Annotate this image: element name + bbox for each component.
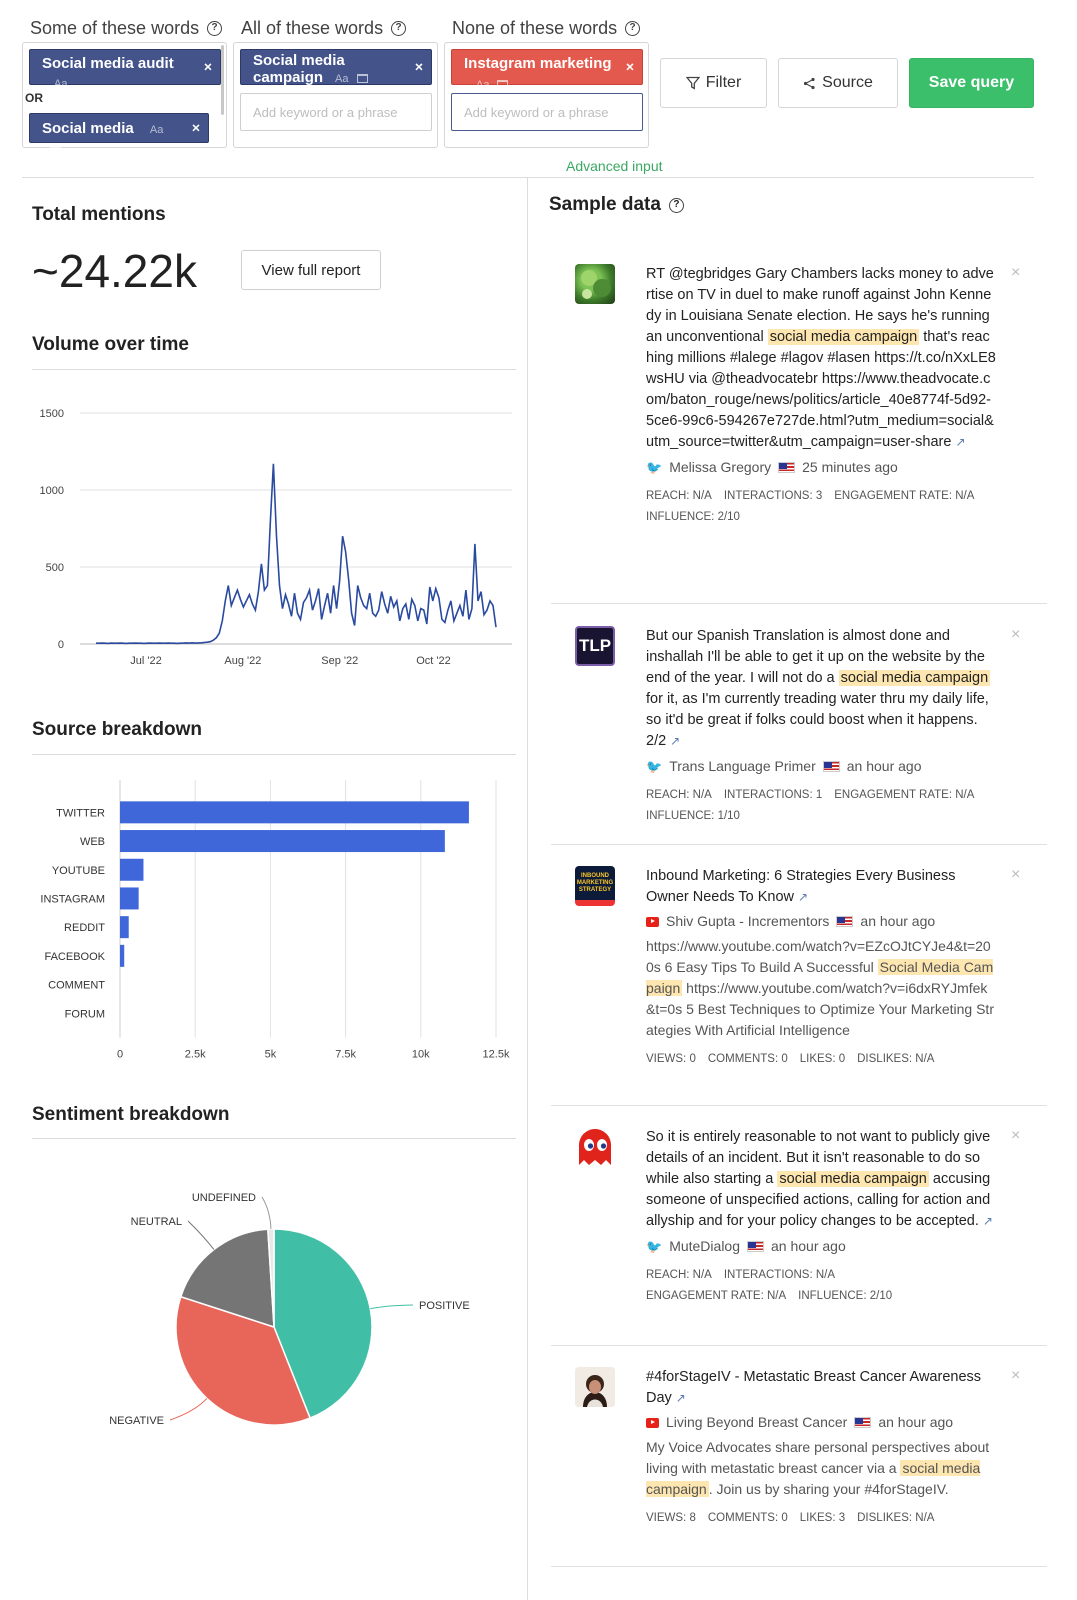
video-description xyxy=(646,1437,996,1500)
calendar-icon[interactable] xyxy=(50,101,61,110)
leader-line xyxy=(188,1221,214,1250)
post-time: 25 minutes ago xyxy=(802,459,898,475)
all-words-box[interactable] xyxy=(233,42,438,148)
share-icon xyxy=(803,77,816,90)
close-icon[interactable]: × xyxy=(1011,626,1021,643)
stat: INFLUENCE: 2/10 xyxy=(798,1290,893,1302)
x-tick-label: 5k xyxy=(264,1048,277,1060)
some-words-label: Some of these words xyxy=(30,17,200,38)
filter-label: Filter xyxy=(705,74,742,91)
external-link-icon[interactable]: ↗ xyxy=(670,734,681,748)
us-flag-icon xyxy=(836,916,853,927)
stat: INTERACTIONS: 3 xyxy=(723,490,823,502)
stat: ENGAGEMENT RATE: N/A xyxy=(834,789,975,801)
case-sensitive-icon[interactable]: Aa xyxy=(54,78,68,90)
x-tick-label: 2.5k xyxy=(184,1048,206,1060)
help-icon[interactable]: ? xyxy=(207,21,222,36)
post-text: But our Spanish Translation is almost done and inshallah I'll be able to get it up on the website by the end of the year. I will not do a xyxy=(646,628,985,686)
stat: REACH: N/A xyxy=(646,1269,712,1281)
header-divider xyxy=(22,177,1034,178)
x-tick-label: 12.5k xyxy=(482,1048,510,1060)
category-label: TWITTER xyxy=(56,807,105,820)
remove-chip-icon[interactable]: × xyxy=(414,58,423,75)
sentiment-title: Sentiment breakdown xyxy=(32,1104,230,1125)
calendar-icon[interactable] xyxy=(50,146,61,155)
none-words-box[interactable] xyxy=(444,42,649,148)
us-flag-icon xyxy=(823,761,840,772)
section-divider xyxy=(32,1138,516,1139)
post-stats xyxy=(646,785,996,827)
author-name[interactable]: Shiv Gupta - Incrementors xyxy=(666,913,830,929)
case-sensitive-icon[interactable]: Aa xyxy=(335,73,349,85)
chip-label: Social media audit xyxy=(42,55,174,72)
source-title: Source breakdown xyxy=(32,719,202,740)
or-label: OR xyxy=(25,91,43,105)
chip-label: Social media xyxy=(42,120,134,137)
post-stats xyxy=(646,1265,996,1307)
source-bar xyxy=(120,887,139,909)
none-words-input[interactable]: Add keyword or a phrase xyxy=(451,93,643,131)
post-text: https://www.youtube.com/watch?v=i6dxRYJmfek&t=0s 5 Best Techniques to Optimize Your Marketing Strategies With Artificial Intelligence xyxy=(646,980,994,1038)
case-sensitive-icon[interactable]: Aa xyxy=(476,79,490,91)
section-divider xyxy=(32,754,516,755)
leader-line xyxy=(370,1305,413,1309)
source-bar xyxy=(120,859,143,881)
youtube-icon xyxy=(646,1418,659,1428)
chip-label-line2: campaign xyxy=(253,69,324,86)
filter-icon xyxy=(686,76,700,90)
category-label: WEB xyxy=(79,836,105,849)
youtube-icon xyxy=(646,917,659,927)
all-words-header xyxy=(241,16,406,40)
stat: DISLIKES: N/A xyxy=(857,1512,935,1524)
volume-title: Volume over time xyxy=(32,334,189,355)
sample-data-header xyxy=(549,194,684,216)
remove-chip-icon[interactable]: × xyxy=(191,119,200,136)
advanced-input-link[interactable]: Advanced input xyxy=(566,158,663,174)
close-icon[interactable]: × xyxy=(1011,264,1021,281)
y-tick-label: 1000 xyxy=(39,485,64,497)
post-meta xyxy=(646,457,996,478)
post-text: for it, as I'm currently treading water thru my daily life, so it'd be great if folks could boost when it happens. 2/2 xyxy=(646,691,989,749)
none-words-header xyxy=(452,16,640,40)
slice-label: POSITIVE xyxy=(419,1300,470,1312)
remove-chip-icon[interactable]: × xyxy=(625,58,634,75)
post-stats xyxy=(646,1049,996,1070)
avatar[interactable] xyxy=(575,1367,615,1407)
x-tick-label: Sep '22 xyxy=(321,655,359,667)
post-text: https://www.youtube.com/watch?v=EZcOJtCYJe4&t=200s 6 Easy Tips To Build A Successful xyxy=(646,938,991,975)
source-chart xyxy=(22,780,522,1060)
external-link-icon[interactable]: ↗ xyxy=(675,1391,686,1405)
stat: INTERACTIONS: N/A xyxy=(723,1269,836,1281)
category-label: COMMENT xyxy=(48,979,105,992)
avatar[interactable] xyxy=(575,264,615,304)
stat: INFLUENCE: 1/10 xyxy=(646,810,740,822)
stat: LIKES: 3 xyxy=(799,1512,846,1524)
external-link-icon[interactable]: ↗ xyxy=(955,435,966,449)
post-text: . Join us by sharing your #4forStageIV. xyxy=(708,1481,949,1497)
x-tick-label: 10k xyxy=(411,1048,430,1060)
keyword-highlight: social media campaign xyxy=(646,1460,981,1497)
remove-chip-icon[interactable]: × xyxy=(203,58,212,75)
slice-label: NEGATIVE xyxy=(109,1415,164,1427)
some-words-box[interactable] xyxy=(22,42,227,148)
post-stats xyxy=(646,1508,996,1529)
category-label: FACEBOOK xyxy=(44,950,105,963)
keyword-highlight: social media campaign xyxy=(769,329,918,345)
source-button[interactable] xyxy=(778,58,898,108)
post-time: an hour ago xyxy=(860,913,936,929)
total-mentions-title: Total mentions xyxy=(32,204,166,225)
keyword-highlight: Social Media Campaign xyxy=(646,959,994,996)
post-text: My Voice Advocates share personal perspectives about living with metastatic breast cancer via a xyxy=(646,1439,990,1476)
post-body xyxy=(646,1127,996,1307)
stat: COMMENTS: 0 xyxy=(707,1512,788,1524)
pacman-ghost-avatar[interactable] xyxy=(575,1127,615,1167)
slice-label: NEUTRAL xyxy=(130,1216,182,1228)
section-divider xyxy=(32,369,516,370)
stat: ENGAGEMENT RATE: N/A xyxy=(834,490,975,502)
post-text: accusing someone of unspecified actions, calling for action and allyship and for your policy changes to be accepted. xyxy=(646,1171,991,1229)
external-link-icon[interactable]: ↗ xyxy=(982,1214,993,1228)
calendar-icon[interactable] xyxy=(497,80,508,89)
source-bar xyxy=(120,801,469,823)
help-icon[interactable]: ? xyxy=(625,21,640,36)
avatar[interactable]: TLP xyxy=(575,626,615,666)
help-icon[interactable]: ? xyxy=(391,21,406,36)
twitter-icon: 🐦 xyxy=(646,1239,663,1254)
case-sensitive-icon[interactable]: Aa xyxy=(149,124,164,136)
post-body xyxy=(646,626,996,827)
close-icon[interactable]: × xyxy=(1011,1367,1021,1384)
volume-series-line xyxy=(96,464,496,644)
close-icon[interactable]: × xyxy=(1011,866,1021,883)
y-tick-label: 500 xyxy=(45,562,64,574)
video-title[interactable]: Inbound Marketing: 6 Strategies Every Business Owner Needs To Know xyxy=(646,868,956,905)
stat: COMMENTS: 0 xyxy=(707,1053,788,1065)
us-flag-icon xyxy=(854,1417,871,1428)
post-body xyxy=(646,866,996,1070)
post-text: So it is entirely reasonable to not want to publicly give details of an incident. But it isn't reasonable to do so while also starting a xyxy=(646,1129,991,1187)
post-text: that's reaching millions #lalege #lagov #lasen https://t.co/nXxLE8wsHU via @theadvocatebr https://www.theadvocate.com/baton_rouge/news/politics/article_40e8774f-5d92-5ce6-99c6-594267e727de.html?utm_medium=social&utm_source=twitter&utm_campaign=user-share xyxy=(646,329,996,450)
stat: INFLUENCE: 2/10 xyxy=(646,511,740,523)
x-tick-label: Oct '22 xyxy=(416,655,451,667)
leader-line xyxy=(262,1197,271,1229)
all-words-input[interactable]: Add keyword or a phrase xyxy=(240,93,432,131)
video-description xyxy=(646,936,996,1041)
close-icon[interactable]: × xyxy=(1011,1127,1021,1144)
keyword-chip-social-media[interactable] xyxy=(29,113,209,143)
slice-label: UNDEFINED xyxy=(191,1192,256,1204)
total-mentions-value: ~24.22k xyxy=(32,245,197,297)
post-time: an hour ago xyxy=(771,1238,846,1254)
post-time: an hour ago xyxy=(846,758,922,774)
sample-data-title: Sample data xyxy=(549,194,661,215)
post-meta xyxy=(646,911,996,932)
category-label: INSTAGRAM xyxy=(40,893,105,906)
post-meta xyxy=(646,1412,996,1433)
us-flag-icon xyxy=(778,462,795,473)
external-link-icon[interactable]: ↗ xyxy=(798,890,809,904)
view-full-report-button[interactable]: View full report xyxy=(241,250,381,290)
x-tick-label: Jul '22 xyxy=(130,655,162,667)
keyword-chip-social-media-audit[interactable] xyxy=(29,49,221,90)
feed-divider xyxy=(551,1566,1047,1567)
source-bar xyxy=(120,830,445,852)
none-words-label: None of these words xyxy=(452,17,618,38)
save-query-button[interactable]: Save query xyxy=(909,58,1034,108)
stat: VIEWS: 8 xyxy=(646,1512,696,1524)
avatar[interactable]: INBOUND MARKETING STRATEGY xyxy=(575,866,615,906)
y-tick-label: 1500 xyxy=(39,408,64,420)
category-label: REDDIT xyxy=(64,922,105,935)
help-icon[interactable]: ? xyxy=(669,198,684,213)
scrollbar[interactable] xyxy=(221,45,224,115)
y-tick-label: 0 xyxy=(57,639,64,651)
keyword-highlight: social media campaign xyxy=(779,1171,927,1187)
keyword-chip-instagram-marketing[interactable] xyxy=(451,49,643,91)
filter-button[interactable] xyxy=(660,58,767,108)
feed-divider xyxy=(551,844,1047,845)
author-name[interactable]: Living Beyond Breast Cancer xyxy=(666,1414,848,1430)
twitter-icon: 🐦 xyxy=(646,460,663,475)
keyword-highlight: social media campaign xyxy=(840,670,989,686)
video-title[interactable]: #4forStageIV - Metastatic Breast Cancer Awareness Day xyxy=(646,1369,982,1406)
twitter-icon: 🐦 xyxy=(646,759,663,774)
calendar-icon[interactable] xyxy=(357,74,368,83)
panel-divider xyxy=(527,178,528,1600)
chip-label-line1: Social media xyxy=(253,52,345,69)
post-time: an hour ago xyxy=(878,1414,954,1430)
stat: LIKES: 0 xyxy=(799,1053,846,1065)
post-stats xyxy=(646,486,996,528)
volume-chart xyxy=(22,390,522,680)
all-words-label: All of these words xyxy=(241,17,384,38)
author-name[interactable]: Melissa Gregory xyxy=(669,459,772,475)
sentiment-chart xyxy=(22,1170,522,1460)
post-meta xyxy=(646,756,996,777)
category-label: FORUM xyxy=(64,1008,105,1021)
category-label: YOUTUBE xyxy=(51,864,105,877)
post-body xyxy=(646,1367,996,1529)
stat: INTERACTIONS: 1 xyxy=(723,789,823,801)
feed-divider xyxy=(551,1105,1047,1106)
chip-label: Instagram marketing xyxy=(464,55,612,72)
author-name[interactable]: MuteDialog xyxy=(669,1238,741,1254)
x-tick-label: 7.5k xyxy=(335,1048,356,1060)
us-flag-icon xyxy=(747,1241,764,1252)
post-meta xyxy=(646,1236,996,1257)
stat: VIEWS: 0 xyxy=(646,1053,696,1065)
post-body xyxy=(646,264,996,528)
stat: DISLIKES: N/A xyxy=(857,1053,935,1065)
feed-divider xyxy=(551,603,1047,604)
source-bar xyxy=(120,916,129,938)
feed-divider xyxy=(551,1345,1047,1346)
x-tick-label: Aug '22 xyxy=(224,655,262,667)
source-label: Source xyxy=(822,74,873,91)
source-bar xyxy=(120,945,124,967)
some-words-header xyxy=(30,16,222,40)
post-text: RT @tegbridges Gary Chambers lacks money to advertise on TV in duel to make runoff against John Kennedy in Louisiana Senate election. He says he's running an unconventional xyxy=(646,266,994,345)
leader-line xyxy=(170,1398,207,1420)
keyword-chip-social-media-campaign[interactable] xyxy=(240,49,432,85)
x-tick-label: 0 xyxy=(116,1048,124,1060)
author-name[interactable]: Trans Language Primer xyxy=(669,758,816,774)
stat: REACH: N/A xyxy=(646,789,712,801)
stat: ENGAGEMENT RATE: N/A xyxy=(646,1290,787,1302)
stat: REACH: N/A xyxy=(646,490,712,502)
